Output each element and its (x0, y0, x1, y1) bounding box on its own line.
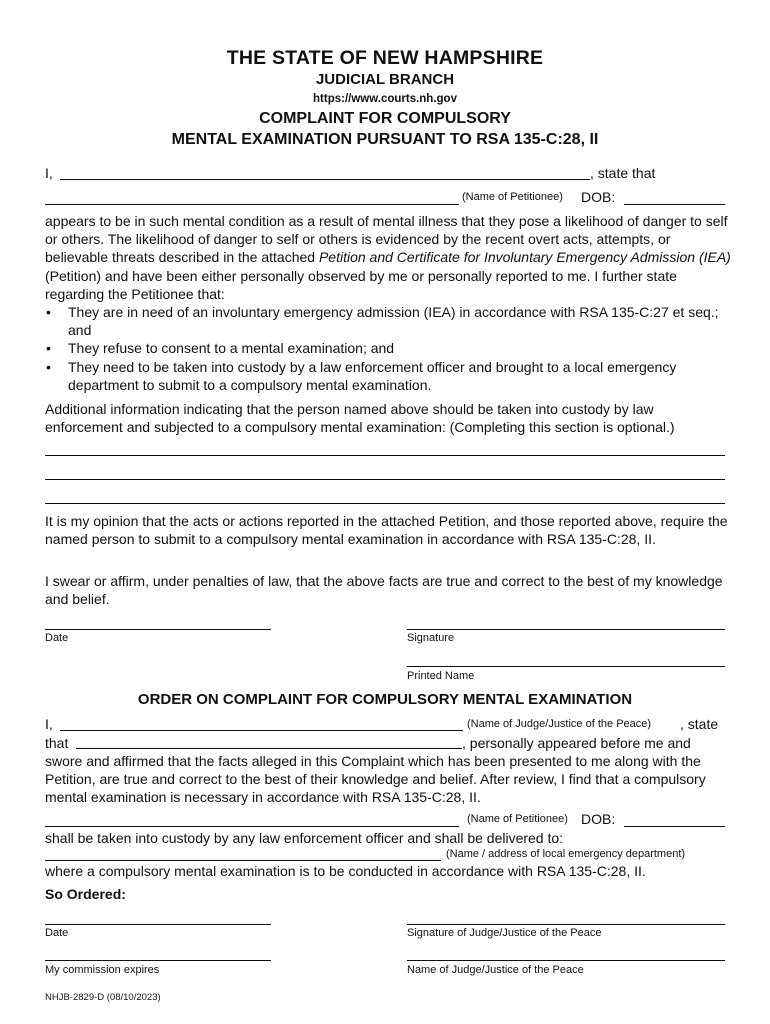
order-state-word: , state (680, 716, 719, 732)
complainant-name-field[interactable] (60, 179, 590, 180)
judge-printed-name-field[interactable] (407, 960, 725, 961)
state-that-text: , state that (590, 165, 656, 181)
order-title: ORDER ON COMPLAINT FOR COMPULSORY MENTAL EXAMINATION (137, 691, 633, 708)
swear-text: I swear or affirm, under penalties of law, that the above facts are true and correct to the best of my knowledge and belief. (45, 573, 723, 608)
petitionee-dob-field[interactable] (624, 204, 725, 205)
list-item: • They refuse to consent to a mental examination; and (45, 339, 735, 357)
printed-name-field[interactable] (407, 666, 725, 667)
list-item: • They need to be taken into custody by a law enforcement officer and brought to a local emergency department to submit to a compulsory mental examination. (45, 358, 735, 394)
complaint-date-field[interactable] (45, 629, 271, 630)
petitionee-name-label: (Name of Petitionee) (462, 191, 563, 203)
judge-printed-name-label: Name of Judge/Justice of the Peace (407, 964, 584, 976)
complaint-signature-label: Signature (407, 632, 455, 644)
emergency-department-label: (Name / address of local emergency department) (446, 848, 686, 860)
complaint-i-label: I, (45, 165, 53, 181)
petitionee-name-field[interactable] (45, 204, 459, 205)
judge-name-field[interactable] (60, 730, 463, 731)
additional-info-line-2[interactable] (45, 479, 725, 480)
list-item: • They are in need of an involuntary emergency admission (IEA) in accordance with RSA 135-C:27 et seq.; and (45, 303, 735, 339)
order-date-field[interactable] (45, 924, 271, 925)
order-petitionee-label: (Name of Petitionee) (467, 813, 568, 825)
order-petitionee-name-field[interactable] (45, 826, 459, 827)
order-dob-label: DOB: (581, 811, 616, 827)
complaint-signature-field[interactable] (407, 629, 725, 630)
judge-signature-label: Signature of Judge/Justice of the Peace (407, 927, 602, 939)
judge-signature-field[interactable] (407, 924, 725, 925)
paragraph-text-b: (Petition) and have been either personally observed by me or personally reported to me. I further state regarding the Petitionee that: (45, 267, 677, 302)
court-url[interactable]: https://www.courts.nh.gov (313, 93, 457, 105)
paragraph-text-a: appears to be in such mental condition as a result of mental illness that they pose a likelihood of danger to self or others. The likelihood of danger to self or others is evidenced by the recent overt acts, attempts, or believable threats described in the attached (45, 213, 728, 266)
order-date-label: Date (45, 927, 69, 939)
form-title-line2: MENTAL EXAMINATION PURSUANT TO RSA 135-C:28, II (171, 131, 599, 148)
dob-label: DOB: (581, 189, 616, 205)
where-text: where a compulsory mental examination is to be conducted in accordance with RSA 135-C:28, II. (45, 863, 646, 879)
additional-info-line-1[interactable] (45, 455, 725, 456)
additional-info-text: Additional information indicating that the person named above should be taken into custody by law enforcement and subjected to a compulsory mental examination: (Completing this section is optional.) (45, 401, 675, 436)
complaint-date-label: Date (45, 632, 69, 644)
order-paragraph: swore and affirmed that the facts alleged in this Complaint which has been presented to me along with the Petition, are true and correct to the best of their knowledge and belief. After review, I find that a compulsory mental examination is necessary in accordance with RSA 135-C:28, II. (45, 753, 706, 806)
branch-heading: JUDICIAL BRANCH (315, 71, 455, 88)
emergency-department-field[interactable] (45, 860, 441, 861)
commission-expires-label: My commission expires (45, 964, 160, 976)
order-that-word: that (45, 735, 69, 751)
personally-appeared-text: , personally appeared before me and (462, 735, 691, 751)
so-ordered-label: So Ordered: (45, 886, 126, 902)
complaint-paragraph (45, 212, 735, 394)
opinion-text: It is my opinion that the acts or actions reported in the attached Petition, and those reported above, require the named person to submit to a compulsory mental examination in accordance with RSA 135-C:28, II. (45, 513, 728, 548)
state-heading: THE STATE OF NEW HAMPSHIRE (226, 47, 544, 69)
custody-text: shall be taken into custody by any law enforcement officer and shall be delivered to: (45, 830, 564, 846)
petitionee-conditions-list (45, 303, 735, 394)
judge-name-label: (Name of Judge/Justice of the Peace) (467, 718, 652, 730)
complainant-appeared-field[interactable] (76, 748, 462, 749)
printed-name-label: Printed Name (407, 670, 475, 682)
commission-expires-field[interactable] (45, 960, 271, 961)
order-i-label: I, (45, 716, 53, 732)
petition-title-italic: Petition and Certificate for Involuntary Emergency Admission (IEA) (318, 249, 731, 266)
additional-info-line-3[interactable] (45, 503, 725, 504)
form-title-line1: COMPLAINT FOR COMPULSORY (259, 110, 511, 127)
form-id: NHJB-2829-D (08/10/2023) (45, 992, 161, 1003)
order-dob-field[interactable] (624, 826, 725, 827)
